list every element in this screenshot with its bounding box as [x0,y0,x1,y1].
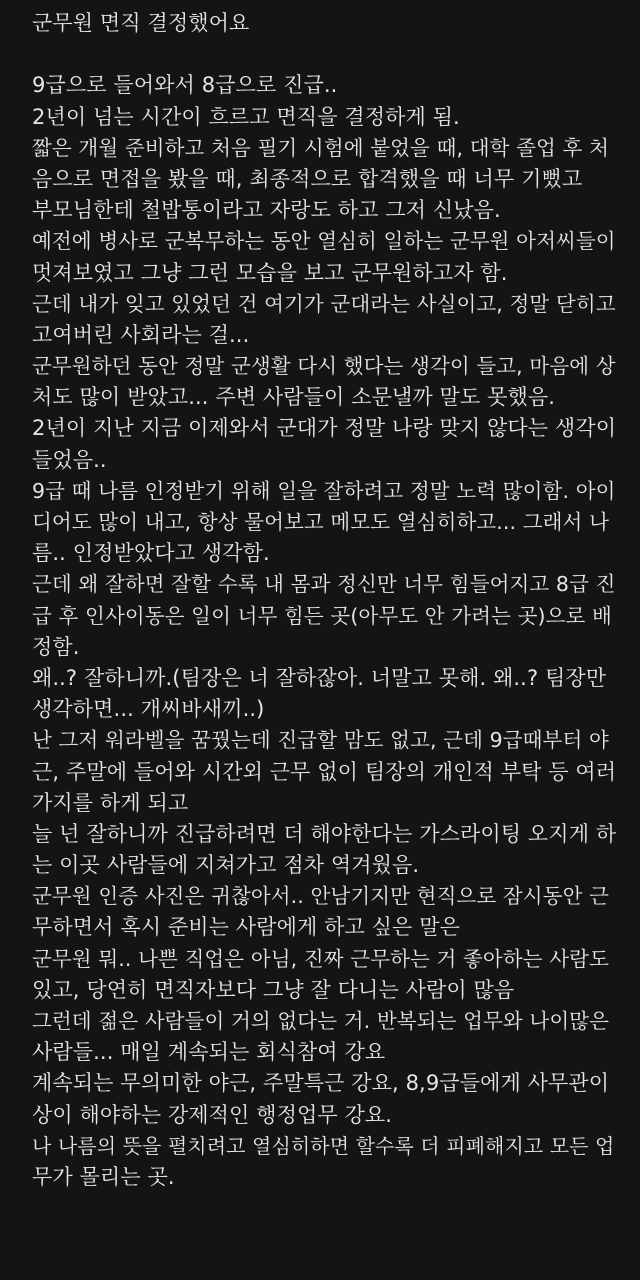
text-line: 부모님한테 철밥통이라고 자랑도 하고 그저 신났음. [32,198,501,223]
text-line: 고여버린 사회라는 걸... [32,322,250,347]
text-line: 9급 때 나름 인정받기 위해 일을 잘하려고 정말 노력 많이함. 아이 [32,478,616,503]
text-line: 군무원 뭐.. 나쁜 직업은 아님, 진짜 근무하는 거 좋아하는 사람도 [32,946,609,971]
text-line: 음으로 면접을 봤을 때, 최종적으로 합격했을 때 너무 기뻤고 [32,166,583,191]
text-line: 난 그저 워라벨을 꿈꿨는데 진급할 맘도 없고, 근데 9급때부터 야 [32,728,609,753]
text-line: 들었음.. [32,447,107,472]
text-line: 처도 많이 받았고... 주변 사람들이 소문낼까 말도 못했음. [32,385,556,410]
text-line: 늘 넌 잘하니까 진급하려면 더 해야한다는 가스라이팅 오지게 하 [32,821,617,846]
text-line: 정함. [32,634,80,659]
text-line: 상이 해야하는 강제적인 행정업무 강요. [32,1102,393,1127]
text-line: 짧은 개월 준비하고 처음 필기 시험에 붙었을 때, 대학 졸업 후 처 [32,135,609,160]
text-line: 무하면서 혹시 준비는 사람에게 하고 싶은 말은 [32,915,460,940]
text-line: 사람들... 매일 계속되는 회식참여 강요 [32,1040,386,1065]
text-line: 있고, 당연히 면직자보다 그냥 잘 다니는 사람이 많음 [32,977,515,1002]
text-line: 급 후 인사이동은 일이 너무 힘든 곳(아무도 안 가려는 곳)으로 배 [32,603,612,628]
text-line: 예전에 병사로 군복무하는 동안 열심히 일하는 군무원 아저씨들이 [32,229,616,254]
text-line: 2년이 지난 지금 이제와서 군대가 정말 나랑 맞지 않다는 생각이 [32,416,617,441]
text-line: 근데 내가 잊고 있었던 건 여기가 군대라는 사실이고, 정말 닫히고 [32,291,616,316]
text-line: 는 이곳 사람들에 지쳐가고 점차 역겨웠음. [32,853,420,878]
text-line: 군무원 인증 사진은 귀찮아서.. 안남기지만 현직으로 잠시동안 근 [32,884,610,909]
text-line: 2년이 넘는 시간이 흐르고 면직을 결정하게 됨. [32,104,460,129]
post-title: 군무원 면직 결정했어요 [32,11,250,35]
text-line: 디어도 많이 내고, 항상 물어보고 메모도 열심히하고... 그래서 나 [32,510,609,534]
text-line: 계속되는 무의미한 야근, 주말특근 강요, 8,9급들에게 사무관이 [32,1071,610,1096]
blank-line [32,39,618,70]
text-line: 가지를 하게 되고 [32,790,189,815]
text-line: 그런데 젊은 사람들이 거의 없다는 거. 반복되는 업무와 나이많은 [32,1009,610,1033]
text-line: 나 나름의 뜻을 펼치려고 열심히하면 할수록 더 피폐해지고 모든 업 [32,1133,615,1158]
text-line: 생각하면... 개씨바새끼..) [32,697,265,722]
text-line: 군무원하던 동안 정말 군생활 다시 했다는 생각이 들고, 마음에 상 [32,354,616,379]
text-line: 근, 주말에 들어와 시간외 근무 없이 팀장의 개인적 부탁 등 여러 [32,759,617,784]
text-line: 왜..? 잘하니까.(팀장은 너 잘하잖아. 너말고 못해. 왜..? 팀장만 [32,665,607,690]
text-line: 멋져보였고 그냥 그런 모습을 보고 군무원하고자 함. [32,260,508,285]
post-text [32,70,618,1193]
text-line: 름.. 인정받았다고 생각함. [32,541,270,566]
text-line: 9급으로 들어와서 8급으로 진급.. [32,73,338,98]
text-line: 무가 몰리는 곳. [32,1164,175,1189]
text-line: 근데 왜 잘하면 잘할 수록 내 몸과 정신만 너무 힘들어지고 8급 진 [32,572,616,597]
